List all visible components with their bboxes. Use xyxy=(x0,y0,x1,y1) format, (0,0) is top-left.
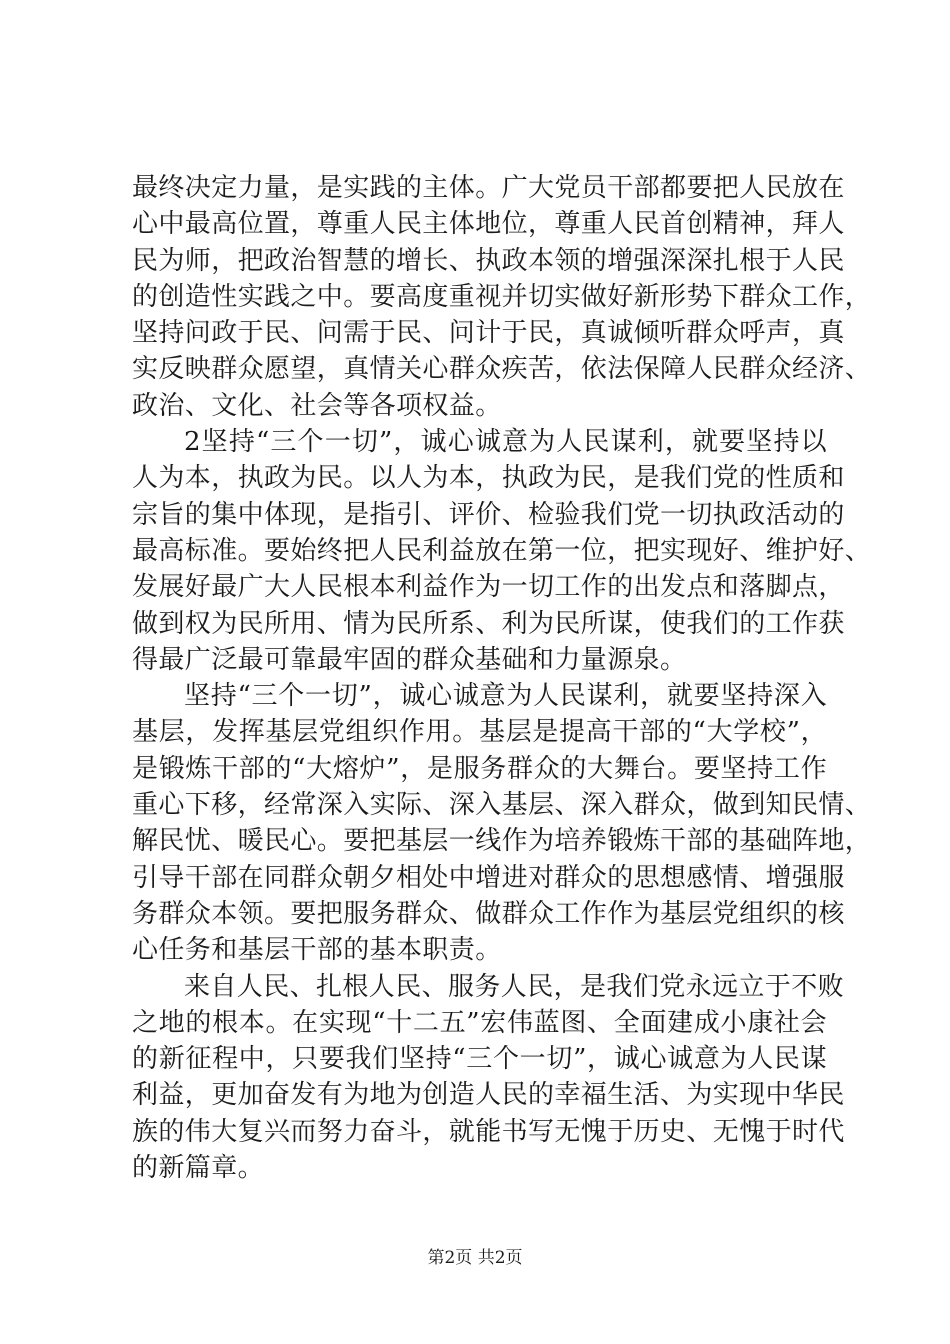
text-line: 民为师，把政治智慧的增长、执政本领的增强深深扎根于人民 xyxy=(132,245,845,276)
paragraph-2 xyxy=(132,424,872,678)
text-line: 是锻炼干部的“大熔炉”，是服务群众的大舞台。要坚持工作 xyxy=(132,753,827,784)
text-line: 人为本，执政为民。以人为本，执政为民，是我们党的性质和 xyxy=(132,463,845,494)
text-line: 的新篇章。 xyxy=(132,1153,265,1184)
text-line: 基层，发挥基层党组织作用。基层是提高干部的“大学校”， xyxy=(132,717,827,748)
text-line: 发展好最广大人民根本利益作为一切工作的出发点和落脚点， xyxy=(132,572,845,603)
text-line: 族的伟大复兴而努力奋斗，就能书写无愧于历史、无愧于时代 xyxy=(132,1116,845,1147)
text-line: 做到权为民所用、情为民所系、利为民所谋，使我们的工作获 xyxy=(132,608,845,639)
paragraph-3 xyxy=(132,678,872,968)
text-line: 坚持问政于民、问需于民、问计于民，真诚倾听群众呼声，真 xyxy=(132,318,845,349)
text-line: 来自人民、扎根人民、服务人民，是我们党永远立于不败 xyxy=(184,971,845,1002)
text-line: 解民忧、暖民心。要把基层一线作为培养锻炼干部的基础阵地， xyxy=(132,826,872,857)
text-line: 的新征程中，只要我们坚持“三个一切”，诚心诚意为人民谋 xyxy=(132,1044,827,1075)
text-line: 的创造性实践之中。要高度重视并切实做好新形势下群众工作， xyxy=(132,281,872,312)
text-line: 之地的根本。在实现“十二五”宏伟蓝图、全面建成小康社会 xyxy=(132,1007,827,1038)
text-line: 心任务和基层干部的基本职责。 xyxy=(132,935,502,966)
text-line: 2坚持“三个一切”，诚心诚意为人民谋利，就要坚持以 xyxy=(184,427,827,458)
document-body xyxy=(132,170,872,1186)
text-line: 重心下移，经常深入实际、深入基层、深入群众，做到知民情、 xyxy=(132,790,872,821)
text-line: 得最广泛最可靠最牢固的群众基础和力量源泉。 xyxy=(132,644,687,675)
text-line: 最终决定力量，是实践的主体。广大党员干部都要把人民放在 xyxy=(132,173,845,203)
page-number-footer: 第2页 共2页 xyxy=(427,1248,523,1268)
text-line: 务群众本领。要把服务群众、做群众工作作为基层党组织的核 xyxy=(132,898,845,929)
paragraph-4 xyxy=(132,969,845,1187)
text-line: 宗旨的集中体现，是指引、评价、检验我们党一切执政活动的 xyxy=(132,499,845,530)
text-line: 坚持“三个一切”，诚心诚意为人民谋利，就要坚持深入 xyxy=(184,681,827,712)
paragraph-1 xyxy=(132,170,872,424)
text-line: 心中最高位置，尊重人民主体地位，尊重人民首创精神，拜人 xyxy=(132,209,845,240)
text-line: 利益，更加奋发有为地为创造人民的幸福生活、为实现中华民 xyxy=(132,1080,845,1111)
text-line: 实反映群众愿望，真情关心群众疾苦，依法保障人民群众经济、 xyxy=(132,354,872,385)
text-line: 政治、文化、社会等各项权益。 xyxy=(132,390,502,421)
text-line: 引导干部在同群众朝夕相处中增进对群众的思想感情、增强服 xyxy=(132,862,845,893)
text-line: 最高标准。要始终把人民利益放在第一位，把实现好、维护好、 xyxy=(132,535,872,566)
